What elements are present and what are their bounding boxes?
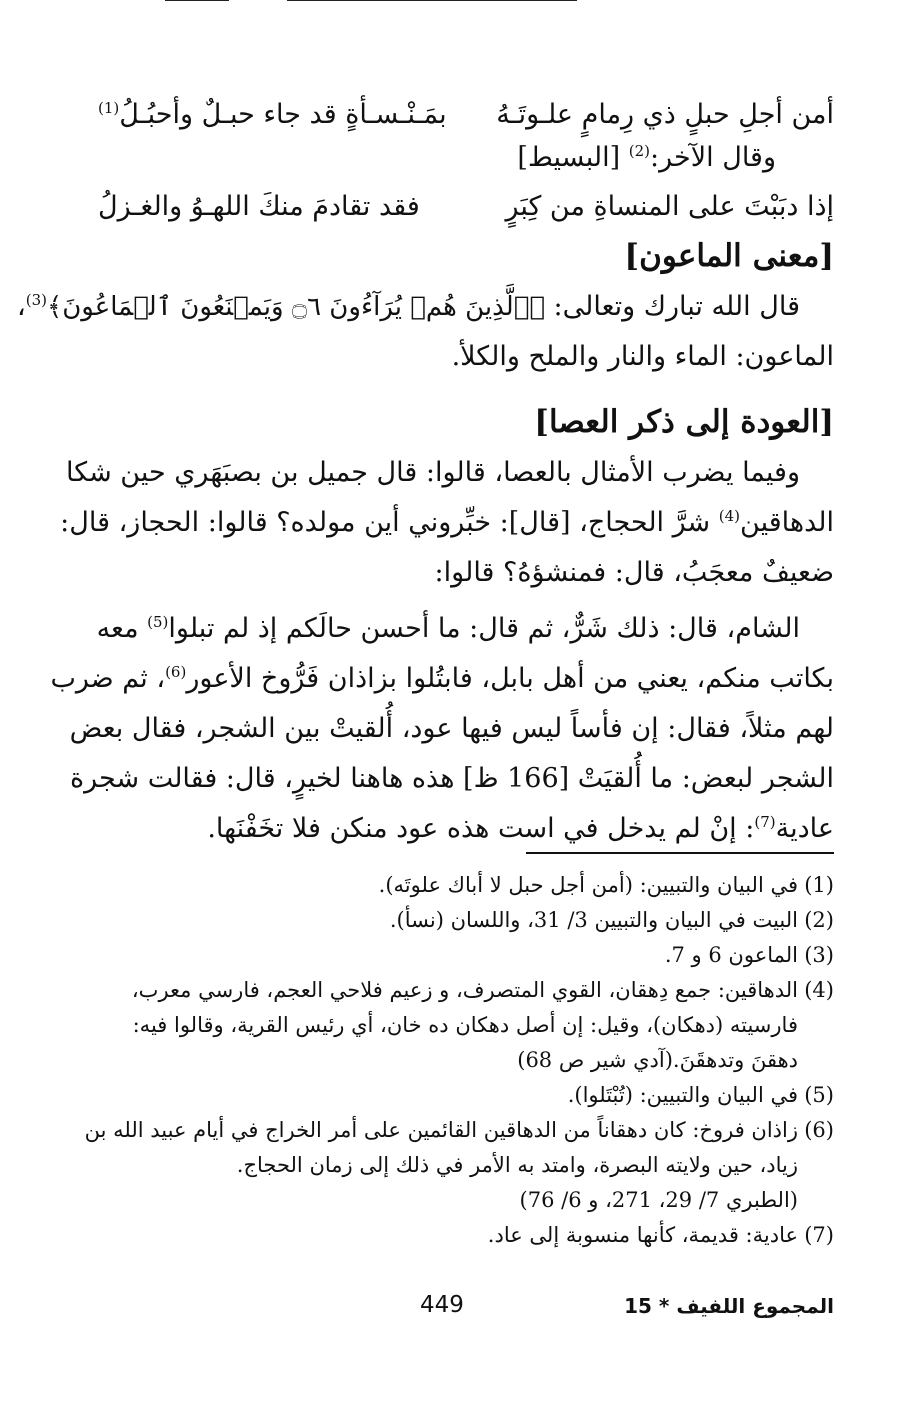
footnote-text: في البيان والتبيين: (تُبْتَلوا). (567, 1083, 798, 1107)
paragraph-line: الشام، قال: ذلك شَرٌّ، ثم قال: ما أحسن حالَكم إذ لم تبلوا$^{(5)}$ معه (96, 613, 800, 644)
footnote-text: فارسيته (دهكان)، وقيل: إن أصل دهكان ده خان، أي رئيس القرية، وقالوا فيه: (132, 1013, 798, 1037)
paragraph-line: قال الله تبارك وتعالى: ﴿ٱلَّذِينَ هُمۡ يُرَآءُونَ ۝٦ وَيَمۡنَعُونَ ٱلۡمَاعُونَ﴾$^{(3)}$، (16, 291, 800, 322)
footnote-text: (الطبري 7/ 29، 271، و 6/ 76) (519, 1188, 798, 1212)
footnote-text: زاذان فروخ: كان دهقاناً من الدهاقين القائمين على أمر الخراج في أيام عبيد الله بن (84, 1118, 798, 1142)
footnote-text: عادية: قديمة، كأنها منسوبة إلى عاد. (487, 1223, 798, 1247)
paragraph-line: عادية$^{(7)}$: إنْ لم يدخل في است هذه عود منكن فلا تخَفْنَها. (207, 813, 834, 844)
paragraph-line: الشجر لبعض: ما أُلقيَتْ [166 ظ] هذه هاهنا لخيرٍ، قال: فقالت شجرة (70, 763, 834, 794)
page-number: 449 (420, 1292, 464, 1318)
verse-hemistich-left: فقد تقادمَ منكَ اللهـوُ والغـزلُ (98, 191, 420, 222)
footnote-number: (7) (804, 1223, 834, 1247)
top-rule-right (287, 0, 577, 1)
footnote-text: البيت في البيان والتبيين 3/ 31، واللسان (نسأ). (389, 908, 798, 932)
poem-verse-1 (98, 92, 834, 138)
section-heading-maun: [معنى الماعون] (624, 238, 834, 274)
footnote-text: زياد، حين ولايته البصرة، وامتد به الأمر في ذلك إلى زمان الحجاج. (236, 1153, 798, 1177)
meter-label: [البسيط] (517, 142, 621, 173)
paragraph-line: لهم مثلاً، فقال: إن فأساً ليس فيها عود، أُلقيتْ بين الشجر، فقال بعض (69, 713, 834, 744)
footnote-item (98, 1078, 834, 1113)
paragraph-line: ضعيفٌ معجَبُ، قال: فمنشؤهُ؟ قالوا: (434, 557, 834, 588)
footnote-text: الماعون 6 و 7. (664, 943, 798, 967)
paragraph-line: الماعون: الماء والنار والملح والكلأ. (451, 341, 834, 372)
paragraph-line: الدهاقين$^{(4)}$ شرَّ الحجاج، [قال]: خبِّروني أين مولده؟ قالوا: الحجاز، قال: (60, 507, 834, 538)
footnote-item (98, 973, 834, 1078)
verse-hemistich-right: أمن أجلِ حبلٍ ذي رِمامٍ علـوتَـهُ (496, 99, 834, 130)
footnote-number: (2) (804, 908, 834, 932)
section-heading-asa: [العودة إلى ذكر العصا] (534, 404, 834, 440)
quran-verse: ﴿ٱلَّذِينَ هُمۡ يُرَآءُونَ ۝٦ وَيَمۡنَعُونَ ٱلۡمَاعُونَ﴾ (46, 292, 545, 322)
footnote-ref: (5) (147, 613, 169, 631)
footnote-item (84, 1113, 834, 1218)
paragraph-line: وفيما يضرب الأمثال بالعصا، قالوا: قال جميل بن بصبَهَري حين شكا (65, 457, 800, 488)
footnote-text: الدهاقين: جمع دِهقان، القوي المتصرف، و زعيم فلاحي العجم، فارسي معرب، (131, 978, 798, 1002)
footnote-ref: (2) (628, 142, 651, 160)
poem-intro: وقال الآخر:$^{(2)}$ [البسيط] (517, 142, 776, 173)
footnote-item (98, 1218, 834, 1253)
book-title-footer: المجموع اللفيف * 15 (624, 1294, 834, 1318)
footnote-number: (5) (804, 1083, 834, 1107)
main-text (16, 92, 834, 854)
footnote-item (98, 903, 834, 938)
poem-verse-2 (98, 184, 834, 230)
footnote-ref: (1) (98, 99, 120, 117)
footnote-item (98, 868, 834, 903)
footnote-number: (4) (804, 978, 834, 1002)
footnote-ref: (6) (165, 663, 187, 681)
footnote-ref: (7) (754, 813, 776, 831)
footnote-item (98, 938, 834, 973)
footnote-number: (1) (804, 873, 834, 897)
paragraph-line: بكاتب منكم، يعني من أهل بابل، فابتُلوا بزاذان فَرُّوخ الأعور$^{(6)}$، ثم ضرب (50, 663, 834, 694)
footnote-text: في البيان والتبيين: (أمن أجل حبل لا أباك علوتَه). (378, 873, 798, 897)
footnote-number: (6) (804, 1118, 834, 1142)
footnotes (84, 868, 834, 1253)
top-rule-left (165, 0, 229, 1)
footnote-number: (3) (804, 943, 834, 967)
footnote-ref: (4) (718, 507, 741, 525)
verse-hemistich-left: بمَـنْـسـأةٍ قد جاء حبـلٌ وأحبُـلُ$^{(1)}$ (98, 99, 447, 130)
footnote-separator (526, 852, 834, 854)
footnote-ref: (3) (25, 291, 47, 309)
footnote-text: دهقنَ وتدهقَنَ.(آدي شير ص 68) (517, 1048, 798, 1072)
verse-hemistich-right: إذا دبَبْتَ على المنساةِ من كِبَرٍ (505, 191, 834, 222)
